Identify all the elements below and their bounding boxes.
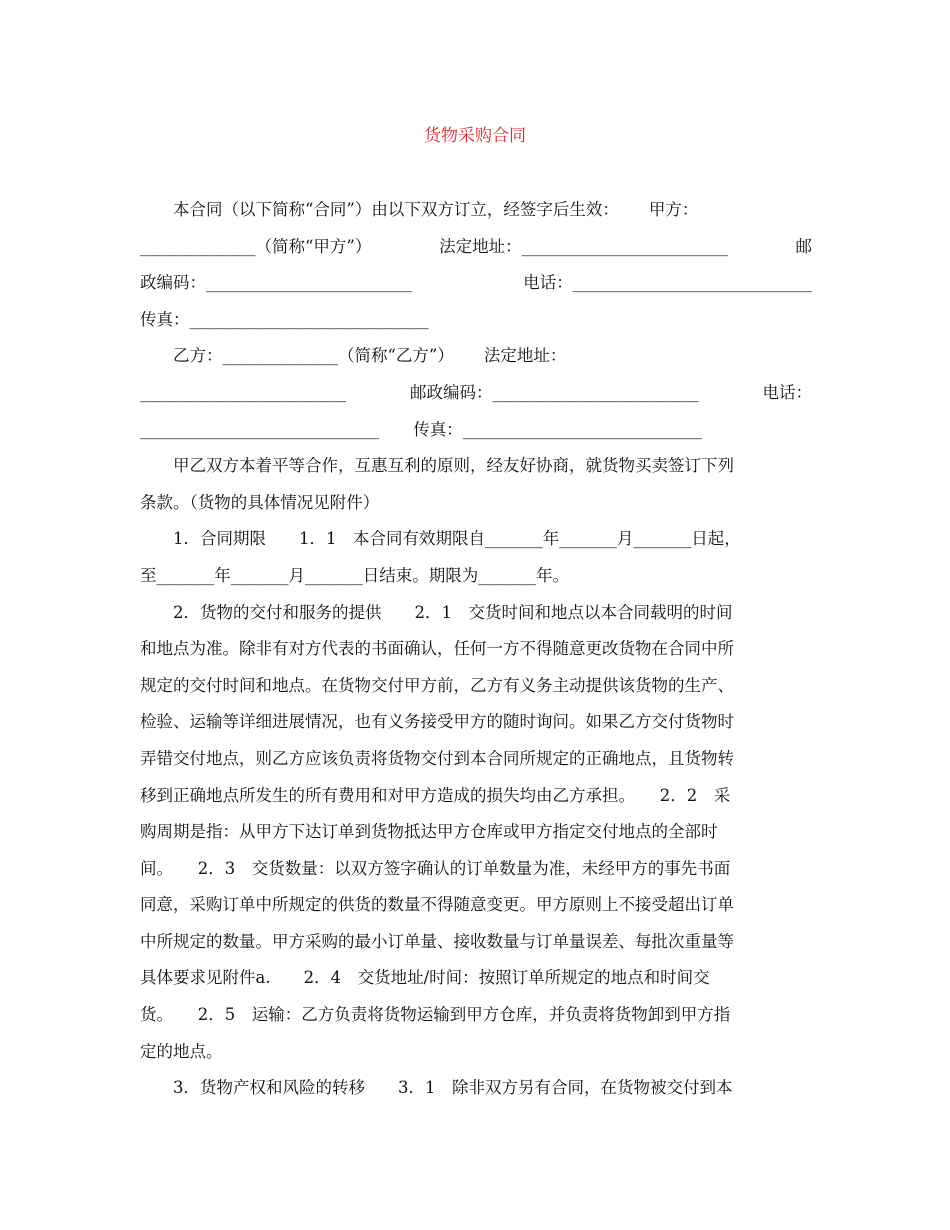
clause-1	[140, 521, 812, 594]
party-b-phone-fax-line	[140, 412, 812, 449]
clause-1-line-2: 至_______年_______月_______日结束。期限为_______年。	[140, 565, 569, 585]
clause-2-line: 2．货物的交付和服务的提供 2．1 交货时间和地点以本合同载明的时间	[173, 602, 733, 622]
party-b-postcode-field: 邮政编码：_________________________	[410, 382, 699, 402]
preamble-section	[140, 192, 812, 338]
party-a-postcode-field: 政编码：_________________________	[140, 273, 413, 293]
clause-2-line: 货。 2．5 运输：乙方负责将货物运输到甲方仓库，并负责将货物卸到甲方指	[140, 1005, 731, 1025]
party-b-name-line: 乙方：______________（简称“乙方”） 法定地址：	[173, 346, 567, 366]
party-a-postcode-prefix: 邮	[795, 236, 812, 256]
clause-2-line: 间。 2．3 交货数量：以双方签字确认的订单数量为准，未经甲方的事先书面	[140, 858, 731, 878]
party-a-fax-field: 传真：_____________________________	[140, 309, 429, 329]
clause-2-line: 规定的交付时间和地点。在货物交付甲方前，乙方有义务主动提供该货物的生产、	[140, 675, 734, 695]
intro-line-2: 条款。（货物的具体情况见附件）	[140, 492, 380, 512]
party-a-address-field: 法定地址：_________________________	[439, 236, 728, 256]
clause-2-line: 检验、运输等详细进展情况，也有义务接受甲方的随时询问。如果乙方交付货物时	[140, 712, 734, 732]
party-b-address-line	[140, 375, 812, 412]
clause-2-line: 和地点为准。除非有对方代表的书面确认，任何一方不得随意更改货物在合同中所	[140, 639, 734, 659]
clause-2	[140, 595, 812, 1071]
intro-line-1: 甲乙双方本着平等合作，互惠互利的原则，经友好协商，就货物买卖签订下列	[173, 456, 734, 476]
clause-2-line: 中所规定的数量。甲方采购的最小订单量、接收数量与订单量误差、每批次重量等	[140, 931, 734, 951]
party-b-section	[140, 338, 812, 448]
clause-2-line: 定的地点。	[140, 1041, 223, 1061]
clause-2-line: 移到正确地点所发生的所有费用和对甲方造成的损失均由乙方承担。 2．2 采	[140, 785, 731, 805]
clause-1-line-1: 1．合同期限 1．1 本合同有效期限自_______年_______月_______日起，	[173, 529, 741, 549]
clause-2-line: 具体要求见附件a. 2．4 交货地址/时间：按照订单所规定的地点和时间交	[140, 968, 710, 988]
party-b-phone-label: 电话：	[762, 382, 812, 402]
document-title: 货物采购合同	[424, 126, 526, 146]
party-a-postcode-line	[140, 265, 812, 302]
clause-3-line-1: 3．货物产权和风险的转移 3．1 除非双方另有合同，在货物被交付到本	[173, 1078, 733, 1098]
clause-2-line: 弄错交付地点，则乙方应该负责将货物交付到本合同所规定的正确地点，且货物转	[140, 748, 734, 768]
clause-2-line: 购周期是指：从甲方下达订单到货物抵达甲方仓库或甲方指定交付地点的全部时	[140, 822, 718, 842]
preamble-line-1: 本合同（以下简称“合同”）由以下双方订立，经签字后生效： 甲方：	[173, 200, 699, 219]
party-a-phone-field: 电话：_____________________________	[523, 273, 812, 293]
party-b-phone-field: _____________________________	[140, 419, 380, 439]
party-a-name-field: ______________（简称“甲方”）	[140, 236, 372, 256]
party-b-fax-field: 传真：_____________________________	[413, 419, 702, 439]
clause-3	[140, 1070, 812, 1107]
clause-2-line: 同意，采购订单中所规定的供货的数量不得随意变更。甲方原则上不接受超出订单	[140, 895, 734, 915]
contract-body	[140, 192, 812, 1107]
party-b-address-field: _________________________	[140, 382, 347, 402]
intro-paragraph	[140, 448, 812, 521]
party-a-line	[140, 229, 812, 266]
